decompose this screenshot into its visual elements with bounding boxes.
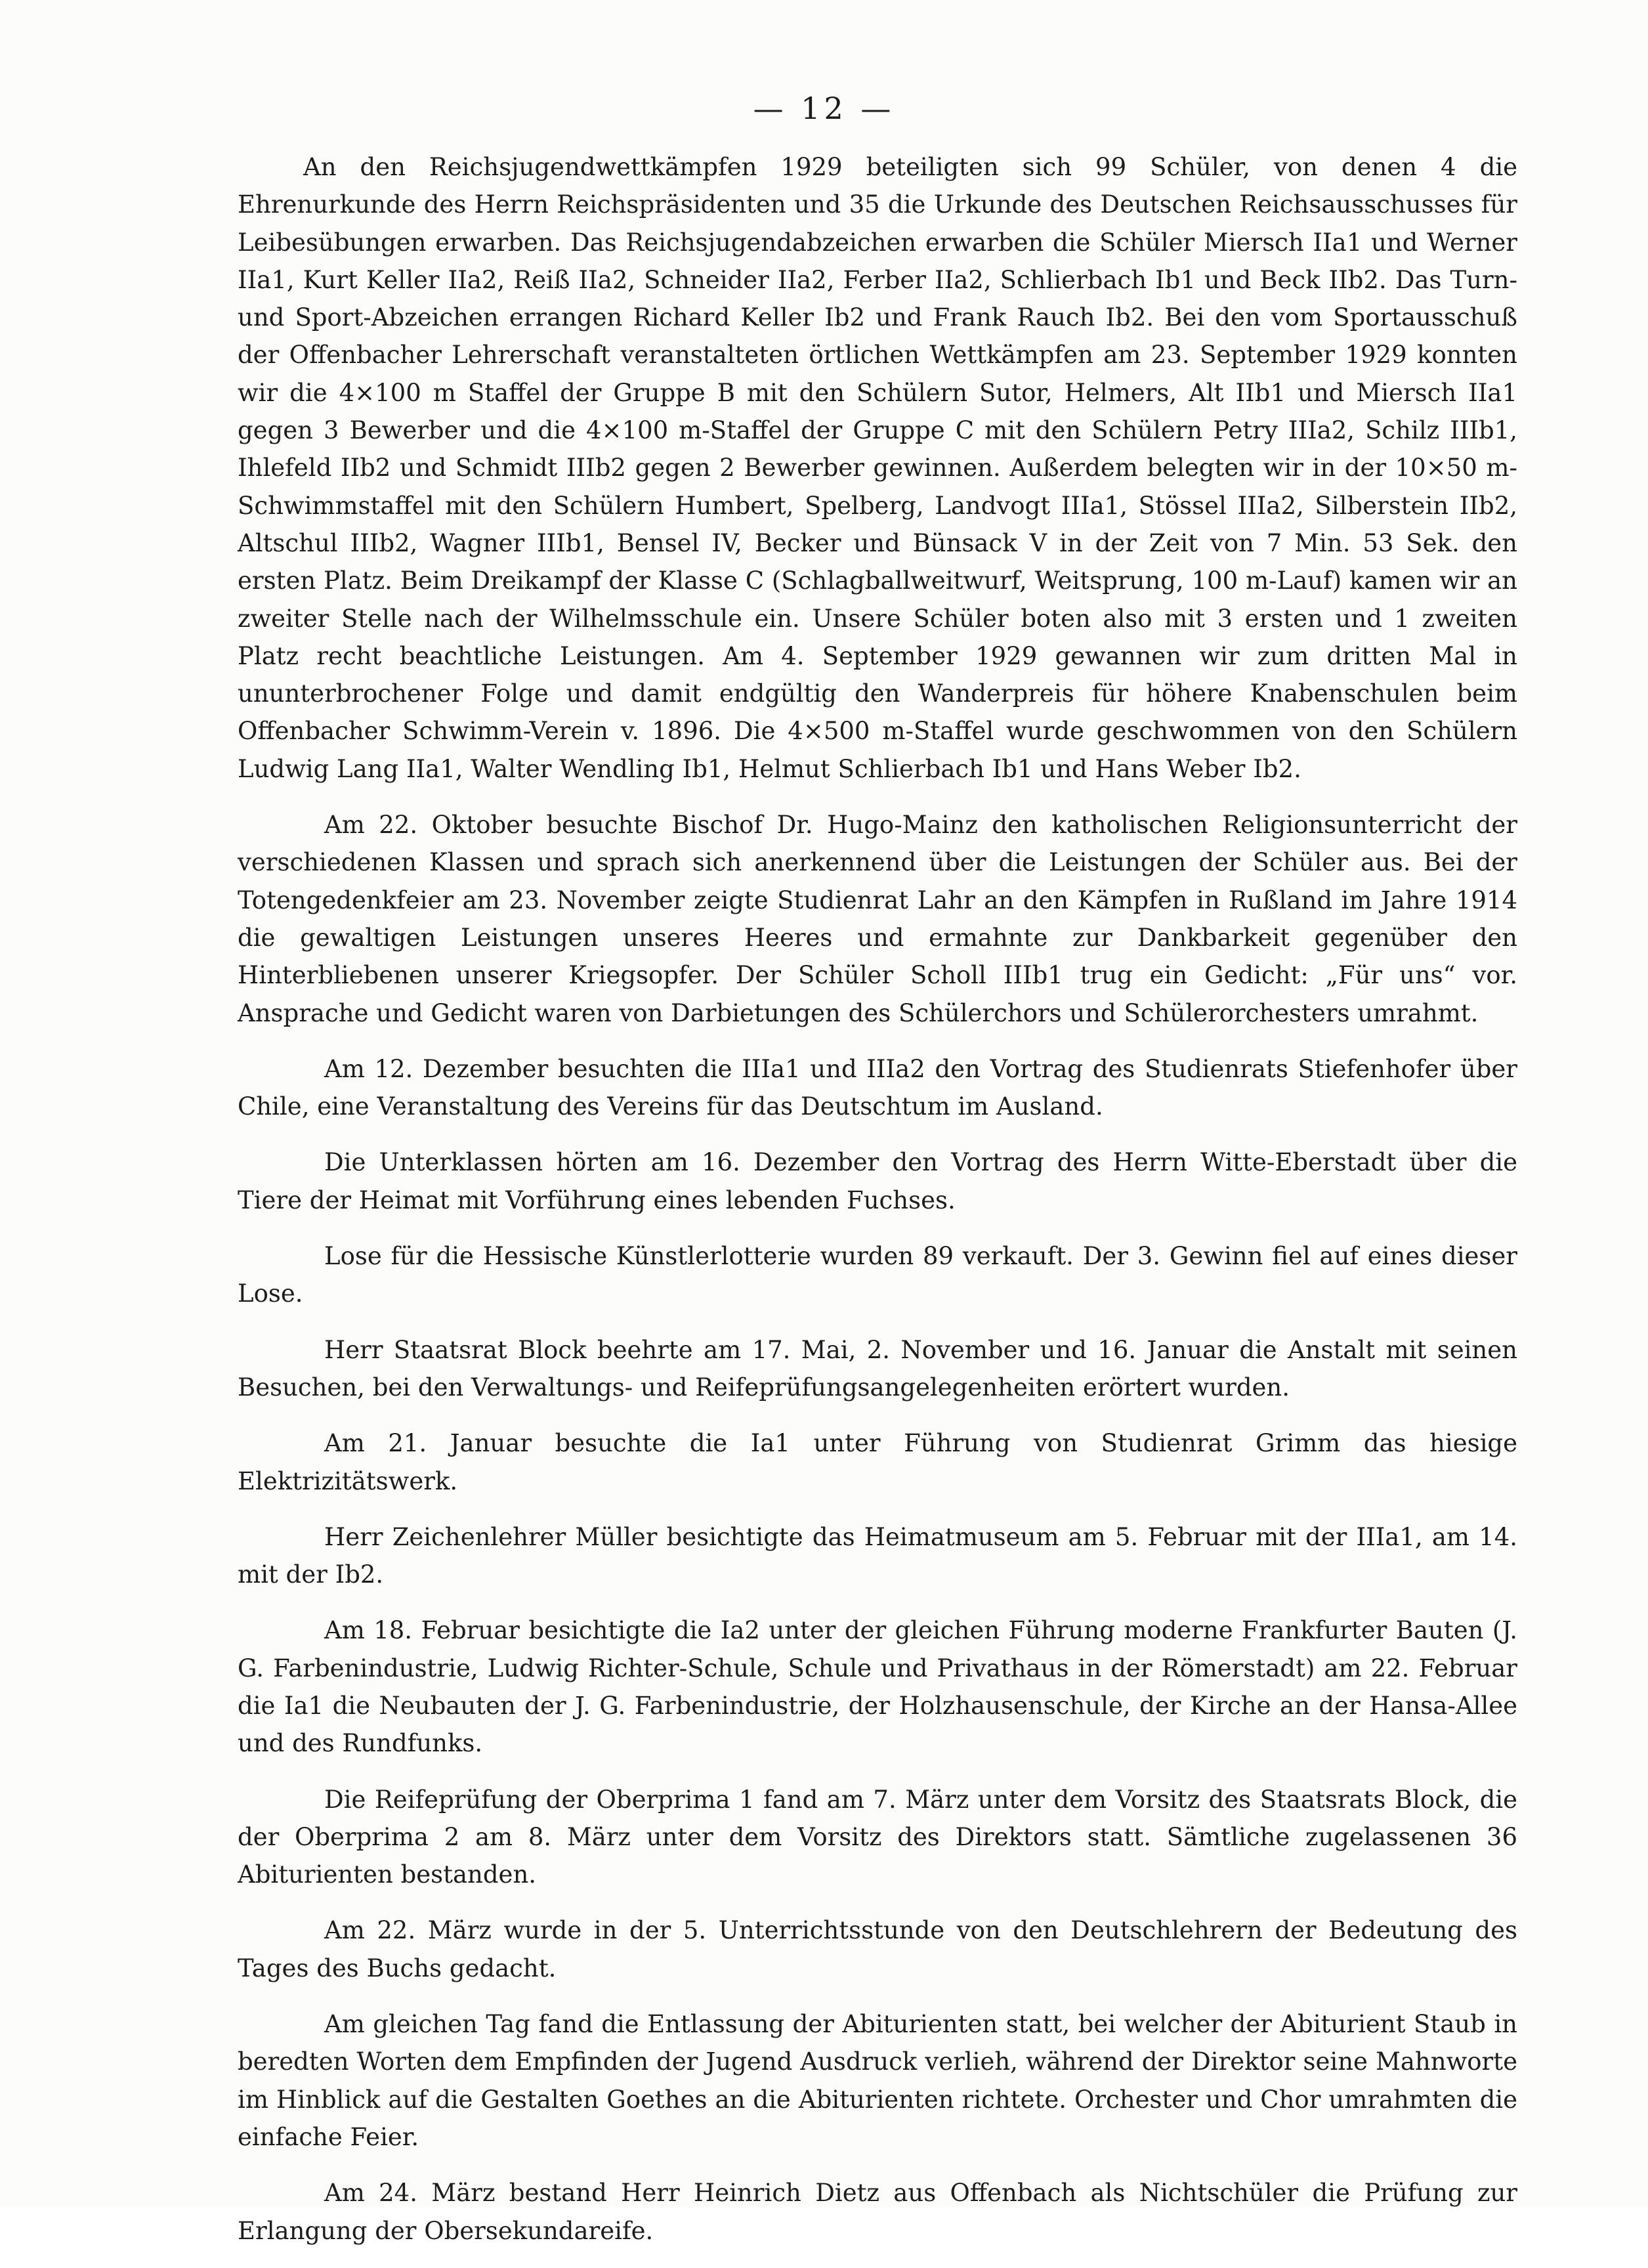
paragraph-graduation: Am gleichen Tag fand die Entlassung der Abiturienten statt, bei welcher der Abiturient Staub in beredten Worten dem Empfinden der Jugend Ausdruck verlieh, während der Direktor seine Mahnworte im Hinblick auf die Gestalten Goethes an die Abiturienten richtete. Orchester und Chor umrahmten die einfache Feier. bbox=[238, 2010, 1517, 2151]
document-body bbox=[238, 148, 1517, 2268]
paragraph-chile-lecture: Am 12. Dezember besuchten die IIIa1 und IIIa2 den Vortrag des Studienrats Stiefenhofer über Chile, eine Veranstaltung des Vereins für das Deutschtum im Ausland. bbox=[238, 1054, 1517, 1121]
paragraph-power-plant-visit: Am 21. Januar besuchte die Ia1 unter Führung von Studienrat Grimm das hiesige Elektrizitätswerk. bbox=[238, 1429, 1517, 1495]
paragraph-book-day: Am 22. März wurde in der 5. Unterrichtsstunde von den Deutschlehrern der Bedeutung des Tages des Buchs gedacht. bbox=[238, 1916, 1517, 1982]
page-number: — 12 — bbox=[753, 91, 895, 126]
paragraph-final-exams: Die Reifeprüfung der Oberprima 1 fand am 7. März unter dem Vorsitz des Staatsrats Block, die der Oberprima 2 am 8. März unter dem Vorsitz des Direktors statt. Sämtliche zugelassenen 36 Abiturienten bestanden. bbox=[238, 1785, 1517, 1889]
paragraph-museum-visit: Herr Zeichenlehrer Müller besichtigte das Heimatmuseum am 5. Februar mit der IIIa1, am 14. mit der Ib2. bbox=[238, 1522, 1517, 1589]
paragraph-external-exam: Am 24. März bestand Herr Heinrich Dietz aus Offenbach als Nichtschüler die Prüfung zur Erlangung der Obersekundareife. bbox=[238, 2179, 1517, 2245]
paragraph-sports-competitions: An den Reichsjugendwettkämpfen 1929 beteiligten sich 99 Schüler, von denen 4 die Ehrenurkunde des Herrn Reichspräsidenten und 35 die Urkunde des Deutschen Reichsausschusses für Leibesübungen erwarben. Das Reichsjugendabzeichen erwarben die Schüler Miersch IIa1 und Werner IIa1, Kurt Keller IIa2, Reiß IIa2, Schneider IIa2, Ferber IIa2, Schlierbach Ib1 und Beck IIb2. Das Turn- und Sport-Abzeichen errangen Richard Keller Ib2 und Frank Rauch Ib2. Bei den vom Sportausschuß der Offenbacher Lehrerschaft veranstalteten örtlichen Wettkämpfen am 23. September 1929 konnten wir die 4×100 m Staffel der Gruppe B mit den Schülern Sutor, Helmers, Alt IIb1 und Miersch IIa1 gegen 3 Bewerber und die 4×100 m-Staffel der Gruppe C mit den Schülern Petry IIIa2, Schilz IIIb1, Ihlefeld IIb2 und Schmidt IIIb2 gegen 2 Bewerber gewinnen. Außerdem belegten wir in der 10×50 m-Schwimmstaffel mit den Schülern Humbert, Spelberg, Landvogt IIIa1, Stössel IIIa2, Silberstein IIb2, Altschul IIIb2, Wagner IIIb1, Bensel IV, Becker und Bünsack V in der Zeit von 7 Min. 53 Sek. den ersten Platz. Beim Dreikampf der Klasse C (Schlagballweitwurf, Weitsprung, 100 m-Lauf) kamen wir an zweiter Stelle nach der Wilhelmsschule ein. Unsere Schüler boten also mit 3 ersten und 1 zweiten Platz recht beachtliche Leistungen. Am 4. September 1929 gewannen wir zum dritten Mal in ununterbrochener Folge und damit endgültig den Wanderpreis für höhere Knabenschulen beim Offenbacher Schwimm-Verein v. 1896. Die 4×500 m-Staffel wurde geschwommen von den Schülern Ludwig Lang IIa1, Walter Wendling Ib1, Helmut Schlierbach Ib1 und Hans Weber Ib2. bbox=[238, 153, 1517, 783]
paragraph-frankfurt-buildings: Am 18. Februar besichtigte die Ia2 unter der gleichen Führung moderne Frankfurter Bauten (J. G. Farbenindustrie, Ludwig Richter-Schule, Schule und Privathaus in der Römerstadt) am 22. Februar die Ia1 die Neubauten der J. G. Farbenindustrie, der Holzhausenschule, der Kirche an der Hansa-Allee und des Rundfunks. bbox=[238, 1616, 1517, 1758]
paragraph-staatsrat-visits: Herr Staatsrat Block beehrte am 17. Mai, 2. November und 16. Januar die Anstalt mit seinen Besuchen, bei den Verwaltungs- und Reifeprüfungsangelegenheiten erörtert wurden. bbox=[238, 1335, 1517, 1401]
paragraph-bishop-visit: Am 22. Oktober besuchte Bischof Dr. Hugo-Mainz den katholischen Religionsunterricht der verschiedenen Klassen und sprach sich anerkennend über die Leistungen der Schüler aus. Bei der Totengedenkfeier am 23. November zeigte Studienrat Lahr an den Kämpfen in Rußland im Jahre 1914 die gewaltigen Leistungen unseres Heeres und ermahnte zur Dankbarkeit gegenüber den Hinterbliebenen unserer Kriegsopfer. Der Schüler Scholl IIIb1 trug ein Gedicht: „Für uns“ vor. Ansprache und Gedicht waren von Darbietungen des Schülerchors und Schülerorchesters umrahmt. bbox=[238, 811, 1517, 1027]
paragraph-animal-lecture: Die Unterklassen hörten am 16. Dezember den Vortrag des Herrn Witte-Eberstadt über die Tiere der Heimat mit Vorführung eines lebenden Fuchses. bbox=[238, 1148, 1517, 1214]
paragraph-lottery: Lose für die Hessische Künstlerlotterie wurden 89 verkauft. Der 3. Gewinn fiel auf eines dieser Lose. bbox=[238, 1242, 1517, 1308]
